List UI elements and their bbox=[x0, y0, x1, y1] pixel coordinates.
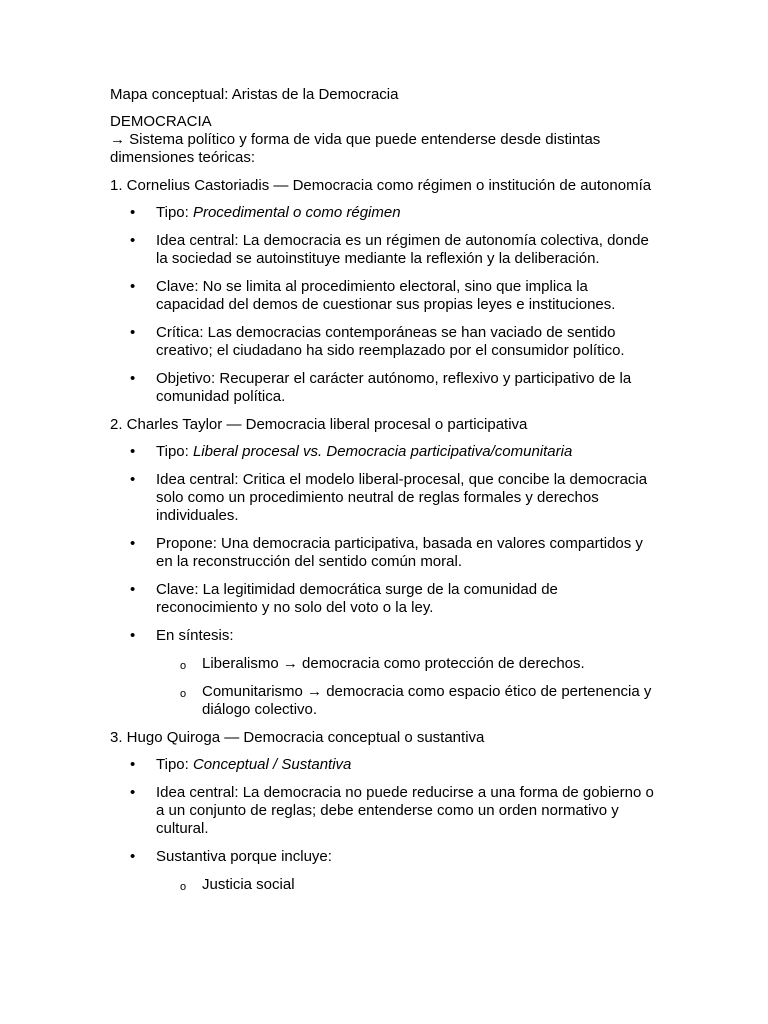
sub-list-item-text: Justicia social bbox=[202, 876, 295, 893]
tipo-value: Liberal procesal vs. Democracia participativa/comunitaria bbox=[192, 443, 573, 460]
intro-text: → Sistema político y forma de vida que puede entenderse desde distintas dimensiones teóricas: bbox=[110, 131, 601, 166]
section-list-taylor bbox=[110, 443, 658, 719]
tipo-value: Conceptual / Sustantiva bbox=[192, 756, 352, 773]
list-item-tipo bbox=[110, 443, 658, 461]
sub-bullet: o bbox=[180, 881, 187, 893]
list-item-text: Idea central: Critica el modelo liberal-procesal, que concibe la democracia solo como un procedimiento neutral de reglas formales y derechos individuales. bbox=[156, 471, 648, 524]
bullet: • bbox=[130, 581, 136, 598]
list-item bbox=[110, 535, 658, 571]
tipo-label: Tipo: bbox=[156, 443, 193, 460]
bullet: • bbox=[130, 784, 136, 801]
list-item-text: Crítica: Las democracias contemporáneas se han vaciado de sentido creativo; el ciudadano ha sido reemplazado por el consumidor político. bbox=[156, 324, 625, 359]
sub-list-item bbox=[156, 876, 658, 894]
bullet: • bbox=[130, 756, 136, 773]
list-item bbox=[110, 370, 658, 406]
list-item bbox=[110, 581, 658, 617]
tipo-value: Procedimental o como régimen bbox=[192, 204, 401, 221]
bullet: • bbox=[130, 370, 136, 387]
list-item-text: Idea central: La democracia no puede reducirse a una forma de gobierno o a un conjunto de reglas; debe entenderse como un orden normativo y cultural. bbox=[156, 784, 654, 837]
list-item-text: Clave: No se limita al procedimiento electoral, sino que implica la capacidad del demos de cuestionar sus propias leyes e instituciones. bbox=[156, 278, 616, 313]
bullet: • bbox=[130, 471, 136, 488]
sub-bullet: o bbox=[180, 688, 187, 700]
bullet: • bbox=[130, 324, 136, 341]
bullet: • bbox=[130, 204, 136, 221]
list-item-tipo bbox=[110, 756, 658, 774]
bullet: • bbox=[130, 232, 136, 249]
list-item-incluye bbox=[110, 848, 658, 894]
bullet: • bbox=[130, 848, 136, 865]
sub-list-item bbox=[156, 683, 658, 719]
sub-list-item bbox=[156, 655, 658, 673]
list-item-text: Idea central: La democracia es un régimen de autonomía colectiva, donde la sociedad se autoinstituye mediante la reflexión y la deliberación. bbox=[156, 232, 649, 267]
list-item bbox=[110, 471, 658, 525]
sintesis-sublist bbox=[156, 655, 658, 719]
sub-bullet: o bbox=[180, 660, 187, 672]
bullet: • bbox=[130, 535, 136, 552]
sintesis-label: En síntesis: bbox=[156, 627, 234, 644]
main-heading: DEMOCRACIA bbox=[110, 113, 212, 130]
bullet: • bbox=[130, 278, 136, 295]
document-title: Mapa conceptual: Aristas de la Democracia bbox=[110, 86, 399, 103]
list-item bbox=[110, 278, 658, 314]
section-heading-quiroga: 3. Hugo Quiroga — Democracia conceptual o sustantiva bbox=[110, 729, 485, 746]
section-list-quiroga bbox=[110, 756, 658, 894]
list-item-sintesis bbox=[110, 627, 658, 719]
incluye-sublist bbox=[156, 876, 658, 894]
list-item-tipo bbox=[110, 204, 658, 222]
section-heading-taylor: 2. Charles Taylor — Democracia liberal procesal o participativa bbox=[110, 416, 528, 433]
bullet: • bbox=[130, 443, 136, 460]
bullet: • bbox=[130, 627, 136, 644]
list-item bbox=[110, 232, 658, 268]
tipo-label: Tipo: bbox=[156, 204, 193, 221]
section-list-castoriadis bbox=[110, 204, 658, 406]
tipo-label: Tipo: bbox=[156, 756, 193, 773]
intro-block bbox=[110, 113, 658, 167]
incluye-label: Sustantiva porque incluye: bbox=[156, 848, 332, 865]
list-item bbox=[110, 784, 658, 838]
list-item-text: Clave: La legitimidad democrática surge de la comunidad de reconocimiento y no solo del voto o la ley. bbox=[156, 581, 558, 616]
sub-list-item-text: Comunitarismo → democracia como espacio ético de pertenencia y diálogo colectivo. bbox=[202, 683, 652, 718]
section-heading-castoriadis: 1. Cornelius Castoriadis — Democracia como régimen o institución de autonomía bbox=[110, 177, 652, 194]
list-item-text: Objetivo: Recuperar el carácter autónomo, reflexivo y participativo de la comunidad política. bbox=[156, 370, 632, 405]
sub-list-item-text: Liberalismo → democracia como protección de derechos. bbox=[202, 655, 585, 672]
list-item-text: Propone: Una democracia participativa, basada en valores compartidos y en la reconstrucción del sentido común moral. bbox=[156, 535, 643, 570]
list-item bbox=[110, 324, 658, 360]
